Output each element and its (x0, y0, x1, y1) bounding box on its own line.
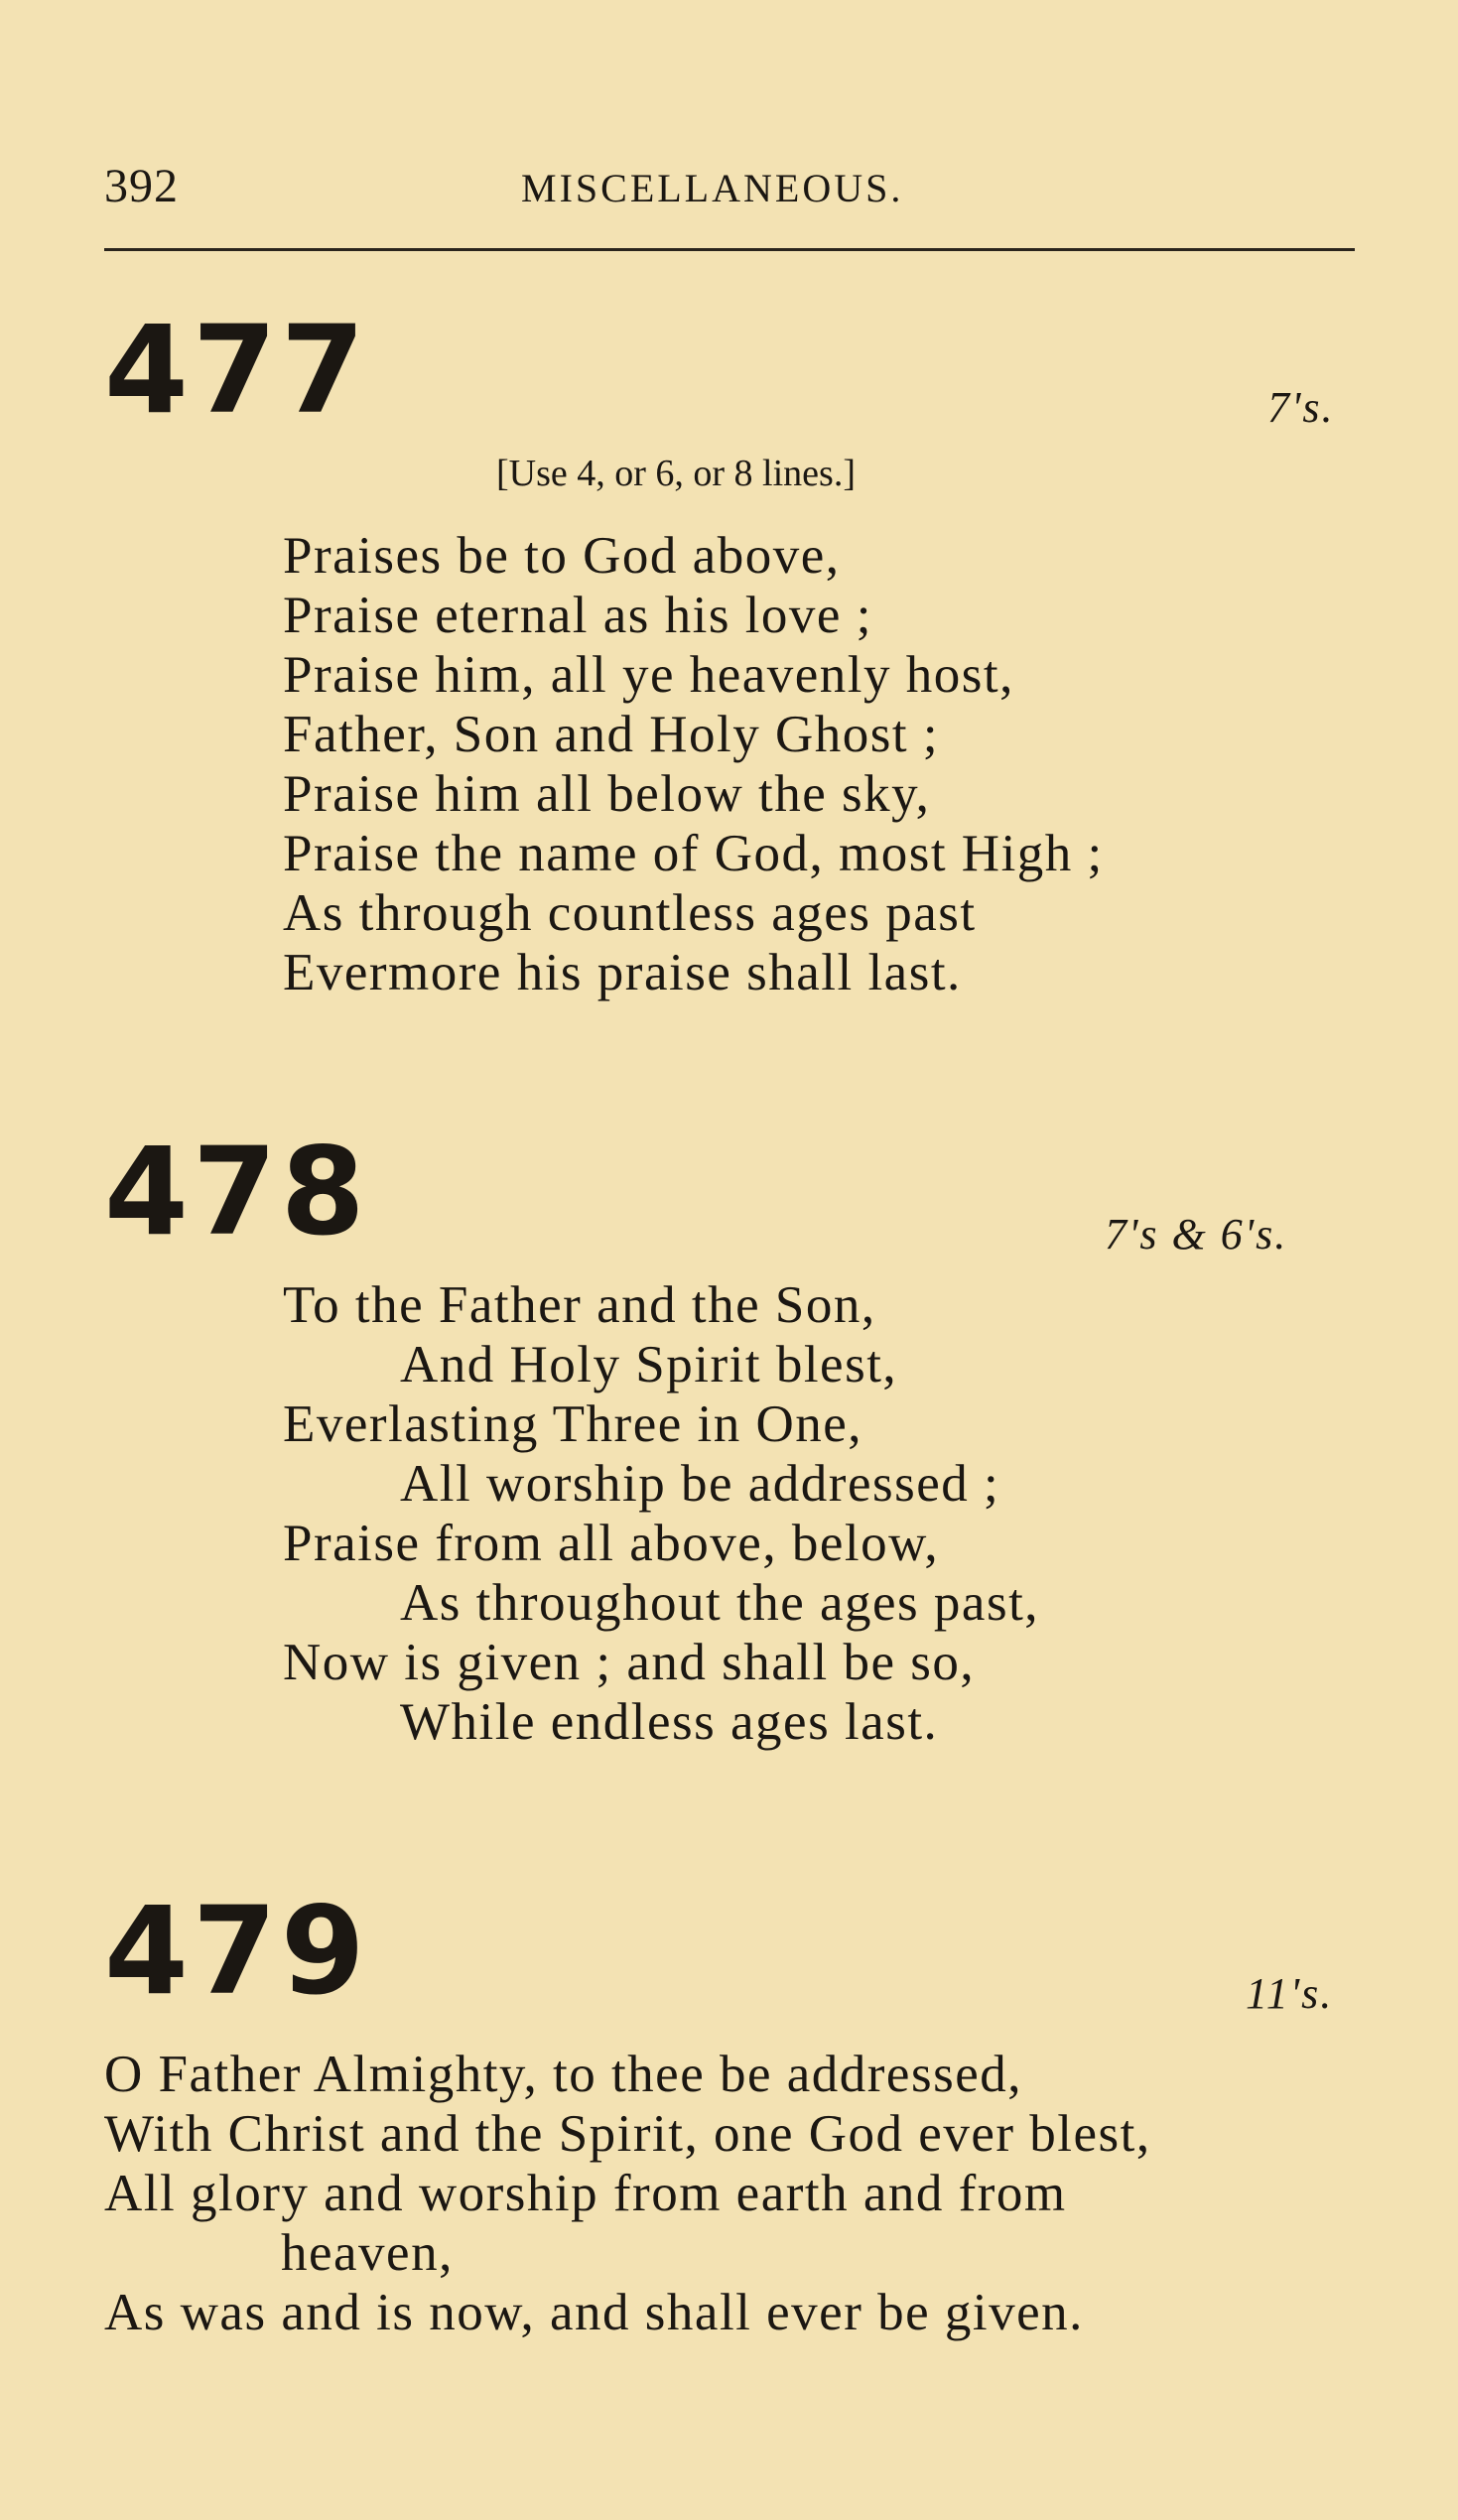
hymn-verse-477 (283, 526, 1104, 1002)
verse-line: Now is given ; and shall be so, (283, 1634, 976, 1691)
verse-line: All glory and worship from earth and from (104, 2165, 1067, 2222)
hymn-number-478: 478 (104, 1122, 369, 1262)
verse-line: Praise eternal as his love ; (283, 587, 872, 644)
verse-line: As was and is now, and shall ever be given. (104, 2284, 1084, 2341)
section-title: MISCELLANEOUS. (521, 166, 904, 210)
verse-line: Everlasting Three in One, (283, 1395, 863, 1453)
verse-line: Father, Son and Holy Ghost ; (283, 706, 940, 763)
hymn-number-477: 477 (104, 300, 369, 441)
hymn-verse-478 (283, 1275, 1039, 1752)
hymn-number-479: 479 (104, 1881, 369, 2022)
verse-line: Praise him all below the sky, (283, 765, 931, 823)
verse-line: As throughout the ages past, (400, 1574, 1040, 1632)
hymn-instruction-477: [Use 4, or 6, or 8 lines.] (496, 453, 856, 494)
verse-line: To the Father and the Son, (283, 1276, 876, 1334)
verse-line: And Holy Spirit blest, (400, 1336, 898, 1393)
verse-line: Praises be to God above, (283, 527, 841, 585)
verse-line: Evermore his praise shall last. (283, 944, 962, 1001)
header-rule (104, 248, 1355, 251)
verse-line: O Father Almighty, to thee be addressed, (104, 2046, 1022, 2103)
verse-line: Praise him, all ye heavenly host, (283, 646, 1014, 704)
verse-line: While endless ages last. (400, 1693, 939, 1751)
verse-line: heaven, (281, 2224, 454, 2282)
verse-line: Praise the name of God, most High ; (283, 825, 1104, 882)
verse-line: With Christ and the Spirit, one God ever blest, (104, 2105, 1151, 2163)
verse-line: All worship be addressed ; (400, 1455, 1000, 1513)
hymn-meter-479: 11's. (1246, 1969, 1334, 2018)
verse-line: Praise from all above, below, (283, 1515, 940, 1572)
hymn-verse-479 (104, 2045, 1151, 2342)
hymn-meter-478: 7's & 6's. (1105, 1210, 1288, 1259)
verse-line: As through countless ages past (283, 884, 977, 942)
page-number: 392 (104, 160, 179, 212)
hymn-meter-477: 7's. (1267, 383, 1335, 432)
running-head (104, 159, 1360, 218)
